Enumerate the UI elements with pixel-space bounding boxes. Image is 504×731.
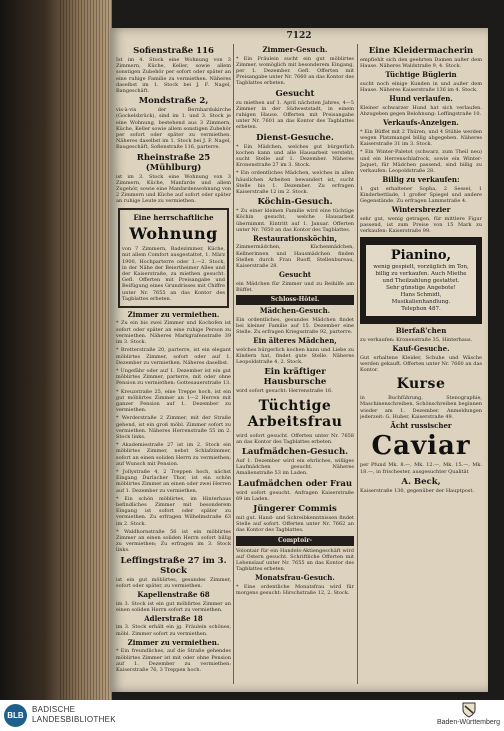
- ad-subheading: Ein älteres Mädchen,: [253, 336, 337, 346]
- ad-text: empfiehlt sich den geehrten Damen außer dem Hause. Näheres Waldstraße 9, 4. Stock.: [360, 57, 482, 70]
- ad-large-heading: Tüchtige Arbeitsfrau: [247, 397, 343, 430]
- ad-heading: Köchin-Gesuch.: [257, 197, 333, 208]
- ad-subheading: Kauf-Gesuche.: [392, 344, 450, 354]
- ad-inverted-heading: Comptoir-: [236, 536, 354, 546]
- framed-ad-line: wenig gespielt, vorzüglich im Ton,: [373, 264, 469, 271]
- ad-text: * Jollystraße 4, 2 Treppen hoch, nächst Eingang Durlacher Thor, ist ein schön möblirtes Zimmer an einen oder zwei Herren auf 1. Dezember zu vermiethen.: [116, 468, 231, 494]
- ad-text: * Zu ein bis zwei Zimmer und Kochofen ist sofort oder später an eine ruhige Person zu vermiethen. Näheres Markgrafenstraße 39 im 3. Stock.: [116, 320, 231, 346]
- ad-text: * Ungefähr oder auf 1. Dezember ist ein gut möblirtes Zimmer, parterre, mit oder ohne Pension zu vermiethen: Gottesauerstraße 13.: [116, 367, 231, 387]
- ad-text: per Pfund Mk. 8.—, Mk. 12.—, Mk. 15.—, Mk. 18.—, in frischester, ausgesuchter Qualität: [360, 462, 482, 475]
- ad-heading: Mondstraße 2,: [138, 96, 209, 107]
- ad-inverted-heading: Schloss-Hôtel.: [236, 295, 354, 305]
- ad-text: wird sofort gesucht. Anfragen Kaiserstraße 69 im Laden.: [236, 489, 354, 502]
- ad-text: zu miethen auf 1. April nächsten Jahres, 4—5 Zimmer in der Südweststadt, in einem ruhigen Hause. Offerten mit Preisangabe unter Nr. 7601 an das Kontor des Tagblattes erbeten.: [236, 99, 354, 131]
- ad-heading: Jüngerer Commis: [253, 504, 337, 515]
- ad-text: in Buchführung, Stenographie, Maschinenschreiben, Schönschreiben beginnen wieder am 1. Dezember. Anmeldungen jederzeit: G. Huber, Kaiserstraße 49.: [360, 395, 482, 420]
- column-divider: [233, 44, 234, 684]
- ad-text: sehr gut, wenig getragen, für mittlere Figur passend, ist zum Preise von 15 Mark zu verkaufen: Kaiserstraße 99.: [360, 215, 482, 235]
- ad-text: wird sofort gesucht: Herrenstraße 16.: [236, 388, 333, 395]
- ad-text: * Ein Mädchen, welches gut bürgerlich kochen kann und alle Hausarbeit versteht, sucht Stelle auf 1. Dezember. Näheres Kronenstraße 27 im 3. Stock.: [236, 143, 354, 169]
- blb-logo[interactable]: BLB: [4, 704, 27, 727]
- ad-text: * Eine ordentliche Monatsfrau wird für morgens gesucht: Hirschstraße 12, 2. Stock.: [236, 583, 354, 597]
- ad-subheading: Zimmer zu vermiethen.: [127, 637, 220, 647]
- framed-ad-line: billig zu verkaufen. Auch Miethe: [375, 271, 467, 278]
- ad-text: mit gut. Hand- und Schreibkenntnissen findet Stelle auf sofort. Offerten unter Nr. 7662 an das Kontor des Tagblattes.: [236, 515, 354, 534]
- framed-ad-inner: [366, 245, 476, 316]
- ad-text: im 3. Stock ist ein gut möblirtes Zimmer an einen soliden Herrn sofort zu vermiethen.: [116, 600, 231, 613]
- ad-text: wird sofort gesucht. Offerten unter Nr. 7658 an das Kontor des Tagblattes erbeten.: [236, 432, 354, 445]
- ad-text: Auf 1. Dezember wird ein ehrliches, williges Laufmädchen gesucht. Näheres Amalienstraße 53 im Laden.: [236, 458, 354, 477]
- framed-ad-line: Musikalienhandlung.: [391, 299, 451, 306]
- ad-text: im 3. Stock erhält ein jg. Fräulein schönes, möbl. Zimmer sofort zu vermiethen.: [116, 624, 231, 637]
- framed-ad-line: Hans Schmidt,: [400, 292, 442, 299]
- ad-heading: Sofienstraße 116: [133, 46, 214, 56]
- ad-text: ist im 3. Stock eine Wohnung von 3 Zimmern, Küche, Manfarde und allem Zugehör, sowie eine Manfardenwohnung von 2 Zimmern und Küche auf sofort oder später an ruhige Leute zu vermiethen.: [116, 173, 231, 205]
- ad-display-heading: Caviar: [371, 431, 471, 462]
- ad-text: Zimmermädchen, Küchenmädchen, Kellnerinnen und Hausmädchen finden Stellen durch Frau Ruoff, Stellenbureau, Kaiserstraße 28.: [236, 244, 354, 270]
- ad-text: * Waldhornstraße 56 ist ein möblirtes Zimmer an einen soliden Herrn sofort billig zu vermiethen; Zu erfragen im 3. Stock links.: [116, 528, 231, 554]
- ad-subheading: Verkaufs-Anzeigen.: [383, 118, 459, 128]
- ad-text: ist ein gut möblirtes, gesundes Zimmer, sofort oder später, zu vermiethen.: [116, 576, 231, 589]
- boxed-ad-title: Wohnung: [129, 224, 218, 244]
- ad-subheading: Restaurationsköchin,: [253, 233, 337, 243]
- ad-subheading: Kapellenstraße 68: [137, 590, 210, 599]
- ad-text: sucht noch einige Kunden in und außer dem Hause. Näheres Kaiserstraße 136 im 4. Stock.: [360, 80, 482, 94]
- boxed-ad-text: von 7 Zimmern, Badezimmer, Küche, mit allem Comfort ausgestattet, 1. März 1900, Hochparterre oder 1.—2. Stock, in der Nähe der Beiertheimer Allee und der Kaiserstraße, zu miethen gesucht. Gefl. Offerten mit Preisangabe und Beifügung eines Grundrisses mit Chiffre unter Nr. 7655 an das Kontor des Tagblattes erbeten.: [122, 246, 225, 302]
- ad-text: Ein ordentliches, gesundes Mädchen findet bei kleiner Familie auf 15. Dezember eine Stelle. Zu erfragen Kriegsstraße 92, parterre.: [236, 316, 354, 336]
- ad-subheading: Hund verlaufen.: [389, 94, 453, 104]
- framed-ad-line: Telephon 487.: [401, 306, 441, 313]
- ad-heading: Dienst-Gesuche.: [256, 132, 334, 143]
- ad-text: * Zu einer kleinen Familie wird eine tüchtige Köchin gesucht, welche Hausarbeit übernimmt. Eintritt auf 1. Januar. Offerten unter Nr. 7650 an das Kontor des Tagblattes.: [236, 208, 354, 233]
- page-number: 7122: [286, 31, 312, 41]
- library-name-line-1: BADISCHE: [32, 705, 76, 714]
- ad-text: vis-à-vis der Bernhardukirche (Gockelsbrück), sind im 1. und 3. Stock je eine Wohnung, bestehend aus 3 Zimmern, Küche, Keller sowie allem sonstigen Zubehör per sofort oder später zu vermiethen. Näheres daselbst im 1. Stock bei J. F. Nagel, Baugeschäft, Sofienstraße 116, parterre.: [116, 107, 231, 151]
- region-label: Baden-Württemberg: [436, 719, 500, 726]
- ad-heading: Laufmädchen-Gesuch.: [241, 447, 349, 458]
- footer-bar: [0, 700, 504, 731]
- ad-text: * Ein ordentliches Mädchen, welches in allen häuslichen Arbeiten bewandert ist, sucht Stelle bis 1. Dezember. Zu erfragen Kaiserstraße 12 im 2. Stock.: [236, 170, 354, 195]
- ad-text: * Ein freundliches, auf die Straße gehendes möblirtes Zimmer ist mit oder ohne Pension auf 1. Dezember zu vermiethen: Kaiserstraße 76, 3 Treppen hoch.: [116, 648, 231, 673]
- library-name: [32, 705, 116, 725]
- framed-ad: [360, 237, 482, 324]
- ad-large-heading: Kurse: [396, 376, 446, 393]
- ad-subheading: Monatsfrau-Gesuch.: [255, 573, 335, 583]
- column-3: [360, 44, 482, 686]
- coat-of-arms-icon: [462, 702, 476, 718]
- framed-ad-line: Sehr günstige Angebote!: [386, 285, 456, 292]
- ad-text: * Kreuzstraße 25, eine Treppe hoch, ist ein gut möblirtes Zimmer an 1—2 Herren mit ganzer Pension auf 1. Dezember zu vermiethen.: [116, 388, 231, 414]
- boxed-ad-head: Eine herrschaftliche: [133, 212, 214, 222]
- ad-text: welches bürgerlich kochen kann und Liebe zu Kindern hat, findet gute Stelle. Näheres Leopoldstraße 4, 2. Stock.: [236, 346, 354, 366]
- ad-text: * Bretterstraße 20, parterre, ist ein elegant möblirtes Zimmer, sofort oder auf 1. Dezember zu vermiethen. Näheres daselbst.: [116, 347, 231, 366]
- ad-heading: Gesucht: [275, 88, 315, 99]
- ad-subheading: Zimmer-Gesuch.: [262, 45, 328, 54]
- ad-text: 1 gut erhaltener Sopha, 2 Sessel, 1 Kinderbettlade, 1 großer Spiegel und andere Gegenstände. Zu erfragen Lammstraße 4.: [360, 185, 482, 205]
- ad-text: * Werderstraße 2 Zimmer, mit der Straße gehend, ist ein groß möbl. Zimmer sofort zu vermiethen. Näheres Herrenstraße 55 im 2. Stock links.: [116, 415, 231, 440]
- boxed-ad: [118, 208, 229, 308]
- ad-text: * Ein Büffet mit 2 Thüren, und 4 Stühle werden wegen Platzmangel billig abgegeben. Näheres Kaiserstraße 31 im 3. Stock.: [360, 128, 482, 148]
- ad-heading: Eine Kleidermacherin: [368, 46, 474, 56]
- ad-text: * Ein Fräulein sucht ein gut möblirtes Zimmer, womöglich mit besonderem Eingang, per 1. Dezember. Gefl. Offerten mit Preisangabe unter Nr. 7660 an das Kontor des Tagblattes erbeten.: [236, 55, 354, 87]
- ad-subheading: Adlerstraße 18: [144, 613, 203, 623]
- ad-heading: Rheinstraße 25 (Mühlburg): [136, 152, 211, 173]
- library-name-line-2: LANDESBIBLIOTHEK: [32, 715, 116, 724]
- ad-heading: A. Beck,: [401, 476, 441, 487]
- ad-subheading: Zimmer zu vermiethen.: [127, 309, 220, 319]
- ad-subheading: Tüchtige Büglerin: [385, 70, 457, 80]
- ad-subheading: Billig zu verkaufen:: [382, 175, 460, 185]
- newspaper-page: [110, 28, 488, 692]
- ad-text: Kaiserstraße 130, gegenüber der Hauptpost.: [360, 487, 474, 494]
- ad-subheading: Gesucht: [278, 270, 312, 280]
- ad-text: Volontair für ein Handels-Aktiengeschäft wird auf Ostern gesucht. Schriftliche Offerten mit Lebenslauf unter Nr. 7655 an das Kontor des Tagblattes erbeten.: [236, 547, 354, 573]
- ad-subheading: Ächt russischer: [390, 420, 452, 430]
- ad-text: ein Mädchen für Zimmer und zu Beihilfe am Büffet.: [236, 280, 354, 293]
- ad-heading: Leffingstraße 27 im 3. Stock: [120, 555, 227, 576]
- column-1: [116, 44, 231, 686]
- ad-subheading: Mädchen-Gesuch.: [259, 306, 331, 316]
- ad-heading: Ein kräftiger Hausbursche: [263, 367, 327, 388]
- ad-text: Gut erhaltene Kleider, Schuhe und Wäsche werden gekauft. Offerten unter Nr. 7660 an das Kontor.: [360, 354, 482, 373]
- ad-heading: Laufmädchen oder Frau: [237, 478, 353, 489]
- ad-text: Ist im 4. Stock eine Wohnung von 3 Zimmern, Küche, Keller, sowie allem sonstigen Zubehör per sofort oder später an eine ruhige Familie zu vermiethen. Näheres daselbst im 1. Stock bei J. F. Nagel, Bangeschäft.: [116, 57, 231, 95]
- framed-ad-line: und Theilzahlung gestattet.: [382, 278, 460, 285]
- ad-subheading: Bierfaß'chen: [395, 326, 447, 336]
- ad-text: * Ein Winter-Paletot (schwarz, zum Theil neu) und ein Herrenschlafrock, sowie ein Winter-Jaquet, für Mädchen passend, sind billig zu verkaufen: Leopoldstraße 28.: [360, 149, 482, 174]
- column-2: [236, 44, 354, 686]
- framed-ad-title: Pianino,: [390, 248, 452, 264]
- ad-text: Kleiner schwarzer Hund hat sich verlaufen. Abzugeben gegen Belohnung: Leffingstraße 10.: [360, 104, 482, 118]
- ad-text: * Ein schön möblirtes, im Hinterhaus befindliches Zimmer mit besonderem Eingang ist sofort oder später zu vermiethen. Zu erfragen Wilhelmstraße 63 im 2. Stock.: [116, 495, 231, 527]
- page-stack-edge: [0, 0, 112, 700]
- ad-text: zu verkaufen: Kronenstraße 35, Hinterhaus.: [360, 336, 473, 343]
- ad-subheading: Wintersbrezier: [391, 205, 451, 215]
- column-divider: [357, 44, 358, 684]
- ad-text: * Akademiestraße 27 ist im 2. Stock ein möblirtes Zimmer, nebst Schlafzimmer, sofort an einen soliden Herrn zu vermiethen; auf Wunsch mit Pension.: [116, 442, 231, 467]
